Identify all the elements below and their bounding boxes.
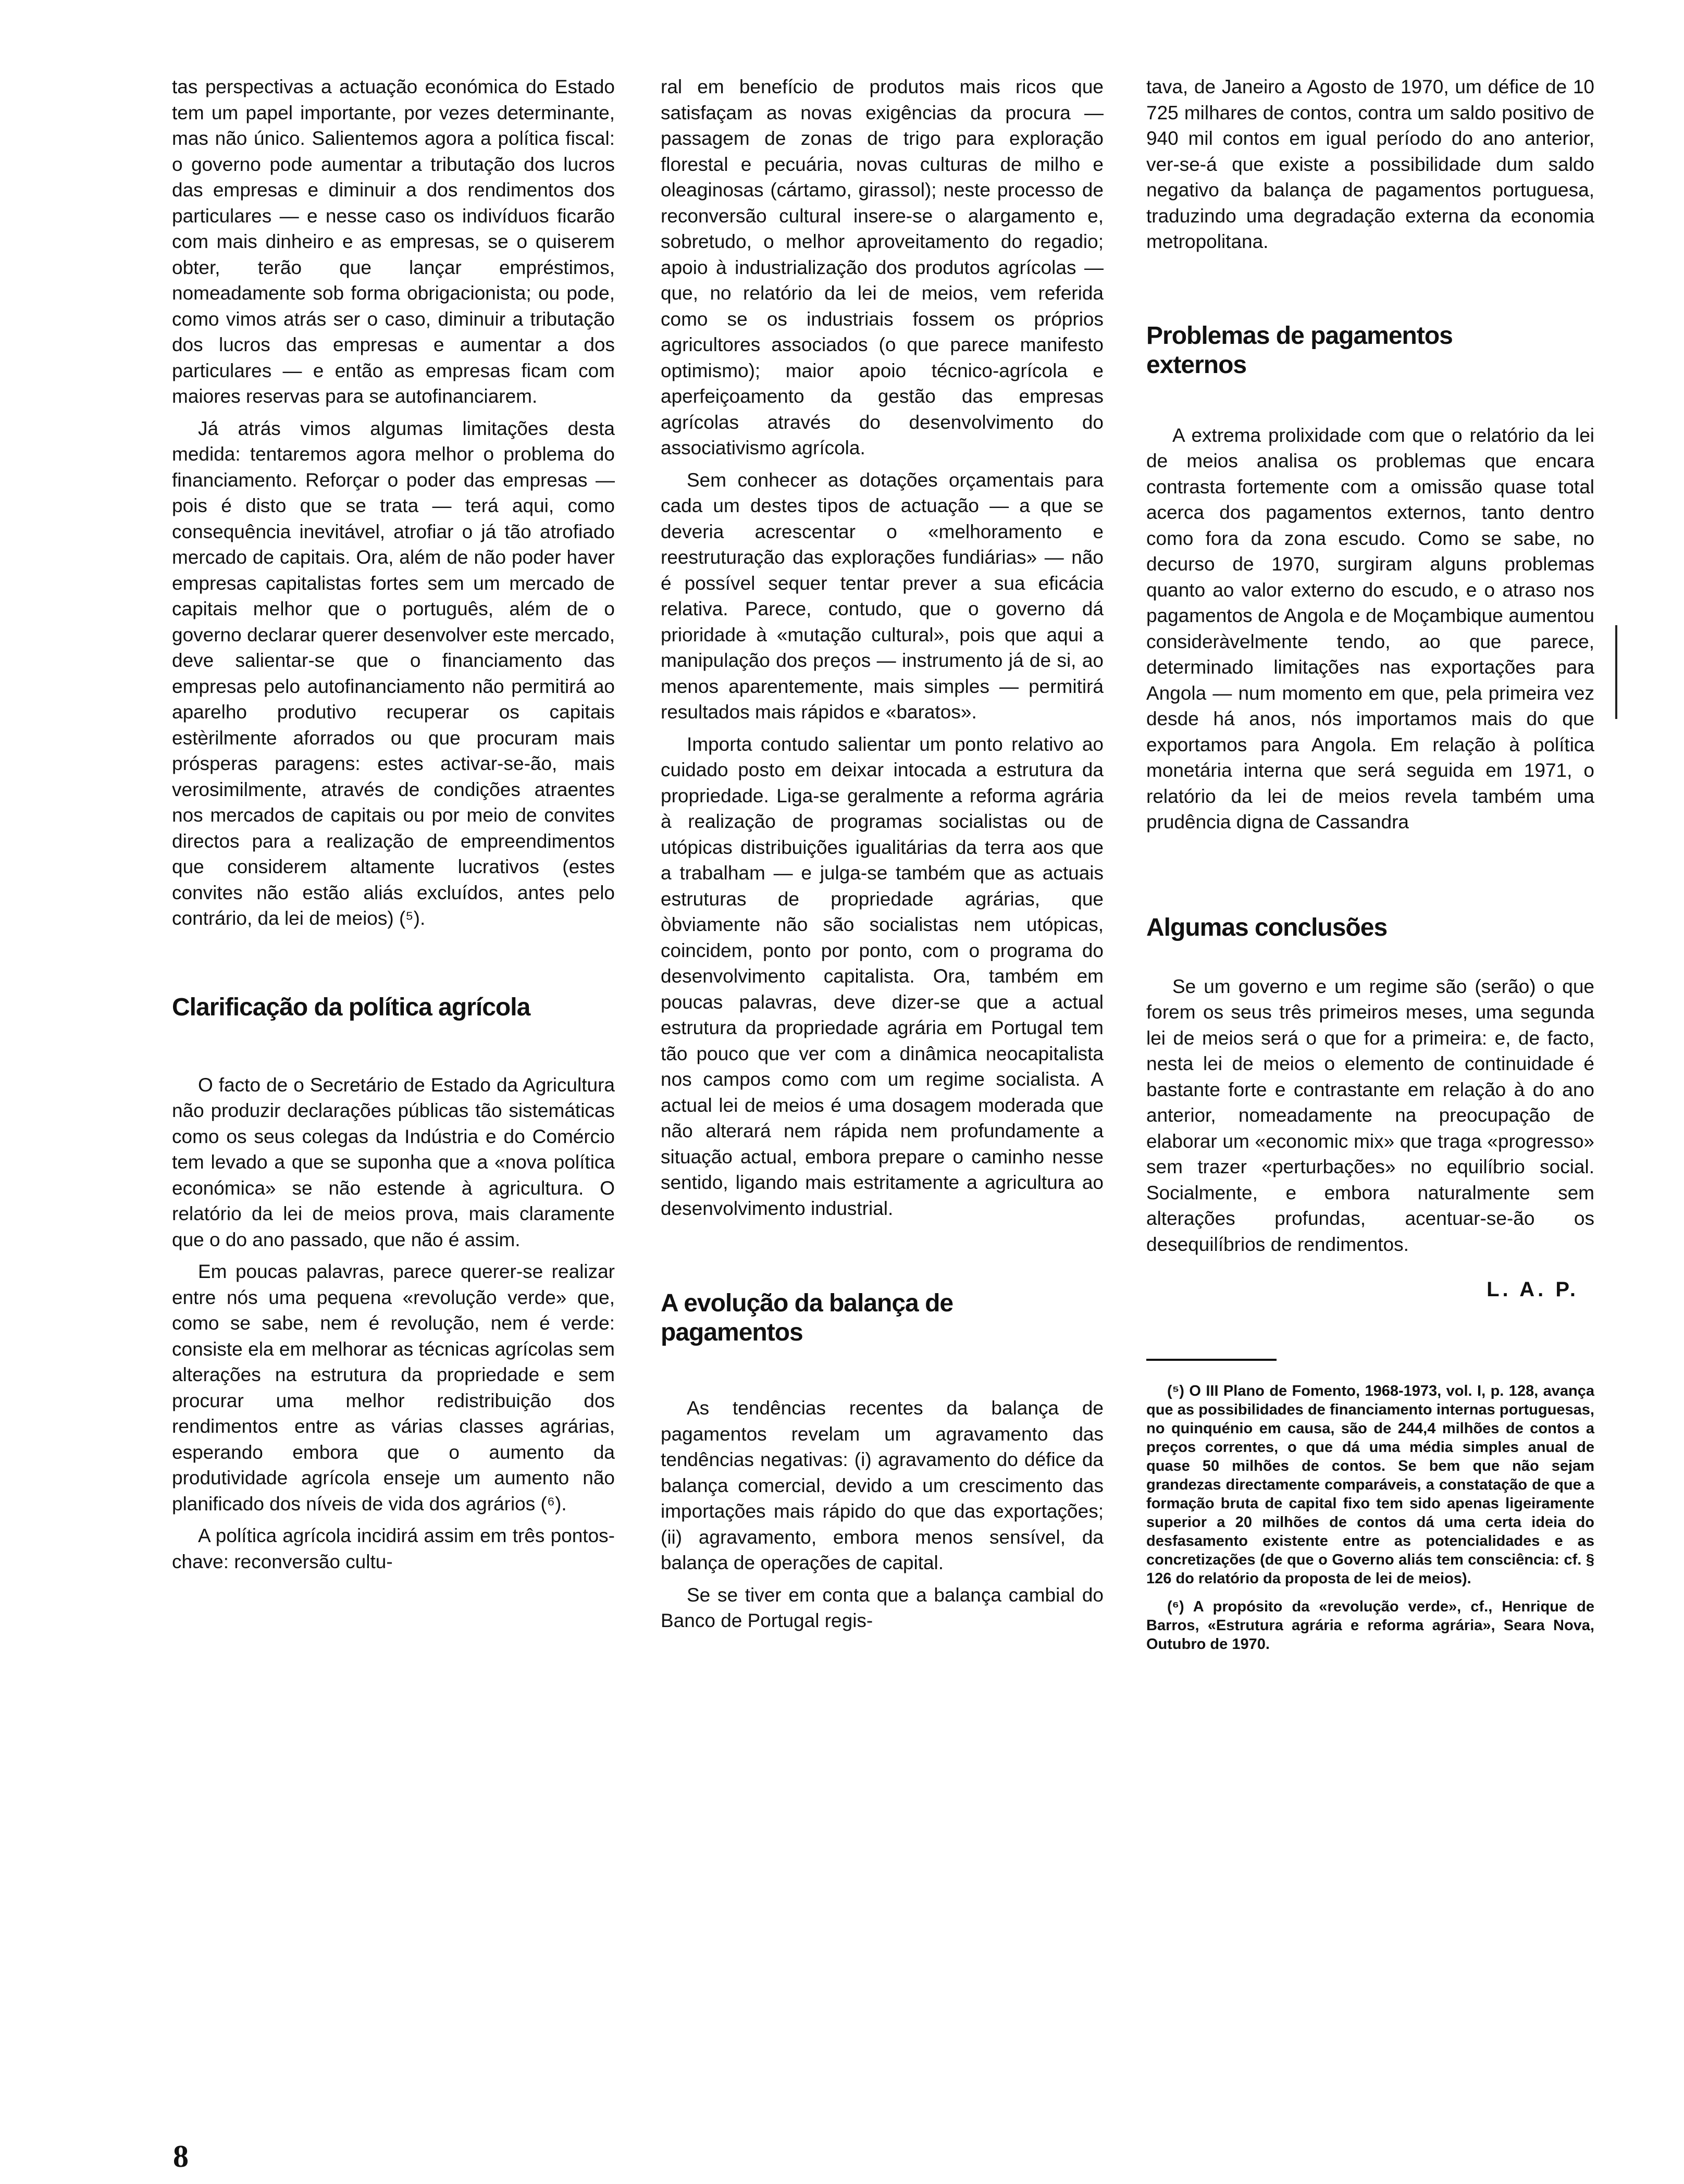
paragraph: Importa contudo salientar um ponto relativo ao cuidado posto em deixar intocada a estrutura da propriedade. Liga-se geralmente a reforma agrária à realização de programas socialistas ou de utópicas distribuições igualitárias da terra aos que a trabalham — e julga-se também que as actuais estruturas de propriedade agrárias, que òbviamente não são socialistas nem utópicas, coincidem, ponto por ponto, com o programa do desenvolvimento capitalista. Ora, também em poucas palavras, deve dizer-se que a actual estrutura da propriedade agrária em Portugal tem tão pouco que ver com a dinâmica neocapitalista nos campos como com um regime socialista. A actual lei de meios é uma dosagem moderada que não alterará nem rápida nem profundamente a situação actual, embora prepare o caminho nesse sentido, ligando mais estritamente a agricultura ao desenvolvimento industrial. bbox=[661, 733, 1104, 1219]
column-3 bbox=[1146, 74, 1594, 1654]
footnotes bbox=[1146, 1382, 1594, 1654]
paragraph: tas perspectivas a actuação económica do Estado tem um papel importante, por vezes determinante, mas não único. Salientemos agora a política fiscal: o governo pode aumentar a tributação dos lucros das empresas e diminuir a dos rendimentos dos particulares — e nesse caso os indivíduos ficarão com mais dinheiro e as empresas, se o quiserem obter, terão que lançar empréstimos, nomeadamente sob forma obrigacionista; ou pode, como vimos atrás ser o caso, diminuir a tributação dos lucros das empresas e aumentar a dos particulares — e então as empresas ficam com maiores reservas para se autofinanciarem. bbox=[172, 76, 615, 407]
margin-line-mark bbox=[1615, 625, 1620, 719]
paragraph: As tendências recentes da balança de pagamentos revelam um agravamento das tendências negativas: (i) agravamento do défice da balança comercial, devido a um crescimento das importações mais rápido do que das exportações; (ii) agravamento, embora menos sensível, da balança de operações de capital. bbox=[661, 1397, 1104, 1573]
section-heading: A evolução da balança de pagamentos bbox=[661, 1289, 954, 1346]
paragraph: O facto de o Secretário de Estado da Agricultura não produzir declarações públicas tão sistemáticas como os seus colegas da Indústria e do Comércio tem levado a que se suponha que a «nova política económica» se não estende à agricultura. O relatório da lei de meios prova, mais claramente que o do ano passado, que não é assim. bbox=[172, 1074, 615, 1250]
paragraph: Se um governo e um regime são (serão) o que forem os seus três primeiros meses, uma segunda lei de meios será o que for a primeira: e, de facto, nesta lei de meios o elemento de continuidade é bastante forte e contrastante em relação à do ano anterior, nomeadamente na preocupação de elaborar um «economic mix» que traga «progresso» sem trazer «perturbações» no equilíbrio social. Socialmente, e embora naturalmente sem alterações profundas, acentuar-se-ão os desequilíbrios de rendimentos. bbox=[1146, 975, 1594, 1255]
paragraph: Em poucas palavras, parece querer-se realizar entre nós uma pequena «revolução verde» que, como se sabe, nem é revolução, nem é verde: consiste ela em melhorar as técnicas agrícolas sem alterações na estrutura da propriedade e sem procurar uma melhor redistribuição dos rendimentos entre as várias classes agrárias, esperando embora que o aumento da produtividade agrícola enseje um aumento não planificado dos níveis de vida dos agrários (⁶). bbox=[172, 1261, 615, 1515]
footnote: (⁵) O III Plano de Fomento, 1968-1973, vol. I, p. 128, avança que as possibilidades de financiamento internas portuguesas, no quinquénio em causa, são de 244,4 milhões de contos a preços correntes, o que dá uma média simples anual de quase 50 milhões de contos. Se bem que não sejam grandezas directamente comparáveis, a constatação de que a formação bruta de capital fixo tem sido apenas ligeiramente superior a 20 milhões de contos dá uma certa ideia do desfasamento existente entre as potencialidades e as concretizações (de que o Governo aliás tem consciência: cf. § 126 do relatório da proposta de lei de meios). bbox=[1146, 1383, 1594, 1587]
paragraph: Sem conhecer as dotações orçamentais para cada um destes tipos de actuação — a que se deveria acrescentar o «melhoramento e reestruturação das explorações fundiárias» — não é possível sequer tentar prever a sua eficácia relativa. Parece, contudo, que o governo dá prioridade à «mutação cultural», pois que aqui a manipulação dos preços — instrumento já de si, ao menos aparentemente, mais simples — permitirá resultados mais rápidos e «baratos». bbox=[661, 469, 1104, 723]
paragraph: A política agrícola incidirá assim em três pontos-chave: reconversão cultu- bbox=[172, 1525, 615, 1572]
section-heading: Algumas conclusões bbox=[1146, 913, 1388, 941]
paragraph: Se se tiver em conta que a balança cambial do Banco de Portugal regis- bbox=[661, 1584, 1104, 1631]
paragraph: ral em benefício de produtos mais ricos que satisfaçam as novas exigências da procura — passagem de zonas de trigo para exploração florestal e pecuária, novas culturas de milho e oleaginosas (cártamo, girassol); neste processo de reconversão cultural insere-se o alargamento e, sobretudo, o melhor aproveitamento do regadio; apoio à industrialização dos produtos agrícolas — que, no relatório da lei de meios, vem referida como se os industriais fossem os próprios agricultores associados (o que parece manifesto optimismo); maior apoio técnico-agrícola e aperfeiçoamento da gestão das empresas agrícolas através do desenvolvimento do associativismo agrícola. bbox=[661, 76, 1104, 458]
footnote-divider bbox=[1146, 1359, 1277, 1361]
section-heading: Problemas de pagamentos externos bbox=[1146, 321, 1453, 379]
column-2 bbox=[661, 74, 1104, 1634]
page-number: 8 bbox=[173, 2139, 189, 2174]
paragraph: Já atrás vimos algumas limitações desta medida: tentaremos agora melhor o problema do financiamento. Reforçar o poder das empresas — pois é disto que se trata — terá aqui, como consequência inevitável, atrofiar o já tão atrofiado mercado de capitais. Ora, além de não poder haver empresas capitalistas fortes sem um mercado de capitais melhor que o português, além de o governo declarar querer desenvolver este mercado, deve salientar-se que o financiamento das empresas pelo autofinanciamento não permitirá ao aparelho produtivo recuperar os capitais estèrilmente aforrados ou que procuram mais prósperas paragens: estes activar-se-ão, mais verosimilmente, através de condições atraentes nos mercados de capitais ou por meio de convites directos para a realização de empreendimentos que considerem altamente lucrativos (estes convites não estão aliás excluídos, antes pelo contrário, da lei de meios) (⁵). bbox=[172, 417, 615, 929]
paragraph: A extrema prolixidade com que o relatório da lei de meios analisa os problemas que encara contrasta fortemente com a omissão quase total acerca dos pagamentos externos, tanto dentro como fora da zona escudo. Como se sabe, no decurso de 1970, surgiram alguns problemas quanto ao valor externo do escudo, e o atraso nos pagamentos de Angola e de Moçambique aumentou consideràvelmente tendo, ao que parece, determinado limitações nas exportações para Angola — num momento em que, pela primeira vez desde há anos, nós importamos mais do que exportamos para Angola. Em relação à política monetária interna que será seguida em 1971, o relatório da lei de meios revela também uma prudência digna de Cassandra bbox=[1146, 424, 1594, 833]
author-signature: L. A. P. bbox=[1487, 1278, 1579, 1301]
column-1 bbox=[172, 74, 615, 1574]
section-heading: Clarificação da política agrícola bbox=[172, 993, 530, 1021]
paragraph: tava, de Janeiro a Agosto de 1970, um défice de 10 725 milhares de contos, contra um saldo positivo de 940 mil contos em igual período do ano anterior, ver-se-á que existe a possibilidade dum saldo negativo da balança de pagamentos portuguesa, traduzindo uma degradação externa da economia metropolitana. bbox=[1146, 76, 1594, 252]
footnote: (⁶) A propósito da «revolução verde», cf., Henrique de Barros, «Estrutura agrária e reforma agrária», Seara Nova, Outubro de 1970. bbox=[1146, 1598, 1594, 1653]
